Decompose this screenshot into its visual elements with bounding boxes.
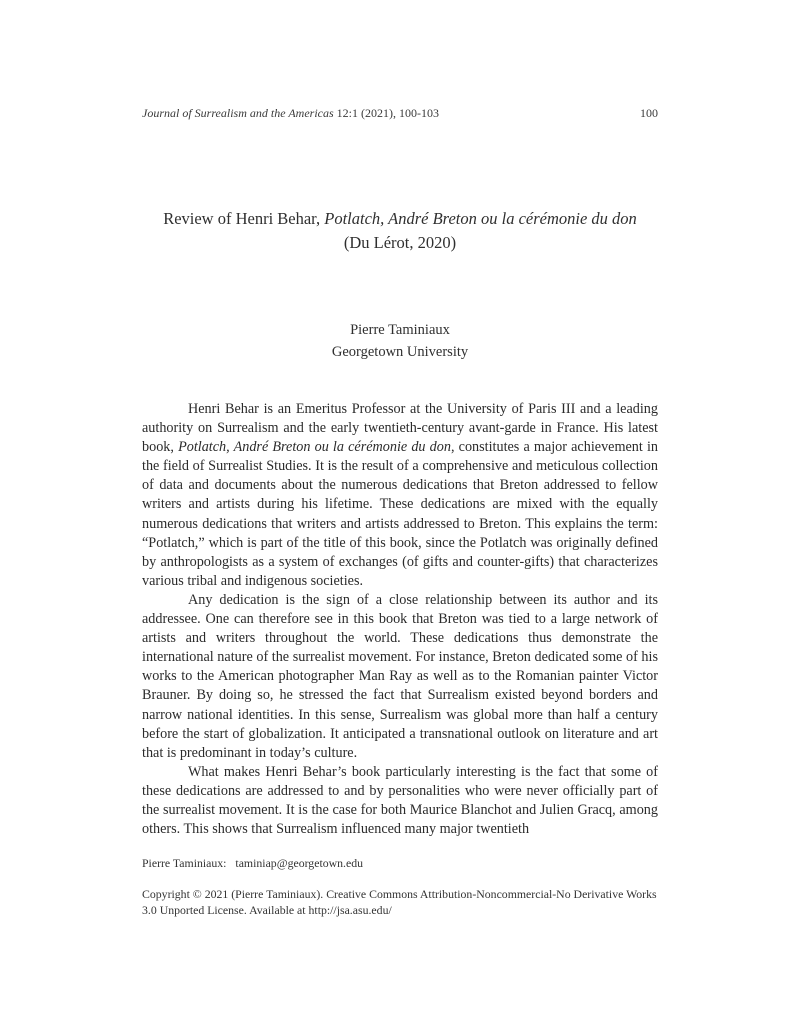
page-number: 100 <box>640 106 658 120</box>
journal-citation <box>142 106 439 120</box>
article-body <box>142 400 658 839</box>
article-title <box>100 207 700 255</box>
book-title: Potlatch, André Breton ou la cérémonie du don <box>324 209 637 228</box>
running-head <box>142 106 658 120</box>
contact-email: taminiap@georgetown.edu <box>235 856 364 870</box>
footnote <box>142 855 672 918</box>
author-affiliation: Georgetown University <box>331 344 469 360</box>
citation: 12:1 (2021), 100-103 <box>336 106 439 120</box>
paragraph-1-part-1: Henri Behar is an Emeritus Professor at the University of Paris III and a leading authority on Surrealism and the early twentieth-century avant-garde in France. His latest book, <box>142 401 658 456</box>
paragraph-3: What makes Henri Behar’s book particularly interesting is the fact that some of these dedications are addressed to and by personalities who were never officially part of the surrealist movement. It is the case for both Maurice Blanchot and Julien Gracq, among others. This shows that Surrealism influenced many major twentieth <box>142 763 658 838</box>
journal-name: Journal of Surrealism and the Americas <box>142 106 334 120</box>
paragraph-2: Any dedication is the sign of a close relationship between its author and its addressee. One can therefore see in this book that Breton was tied to a large network of artists and writers throughout the world. These dedications thus demonstrate the international nature of the surrealist movement. For instance, Breton dedicated some of his works to the American photographer Man Ray as well as to the Romanian painter Victor Brauner. By doing so, he stressed the fact that Surrealism existed beyond borders and narrow national identities. In this sense, Surrealism was global more than half a century before the start of globalization. It anticipated a transnational outlook on literature and art that is predominant in today’s culture. <box>142 591 658 761</box>
title-line-1 <box>100 207 700 231</box>
contact-name: Pierre Taminiaux: <box>142 856 227 870</box>
author-block <box>100 319 700 363</box>
title-prefix: Review of Henri Behar, <box>163 209 325 228</box>
paragraph-1-book-title: Potlatch, André Breton ou la cérémonie du don <box>178 439 451 456</box>
paragraph-1-part-2: , constitutes a major achievement in the field of Surrealist Studies. It is the result of a comprehensive and meticulous collection of data and documents about the numerous dedications that Breton addressed to fellow writers and artists during his lifetime. These dedications are mixed with the equally numerous dedications that writers and artists addressed to Breton. This explains the term: “Potlatch,” which is part of the title of this book, since the Potlatch was originally defined by anthropologists as a system of exchanges (of gifts and counter-gifts) that characterizes various tribal and indigenous societies. <box>142 439 658 589</box>
author-name: Pierre Taminiaux <box>350 322 450 338</box>
author-contact <box>142 855 672 871</box>
title-publisher: (Du Lérot, 2020) <box>343 233 457 252</box>
paragraph-1 <box>142 400 658 591</box>
copyright-notice: Copyright © 2021 (Pierre Taminiaux). Creative Commons Attribution-Noncommercial-No Derivative Works 3.0 Unported License. Available at http://jsa.asu.edu/ <box>142 887 657 917</box>
